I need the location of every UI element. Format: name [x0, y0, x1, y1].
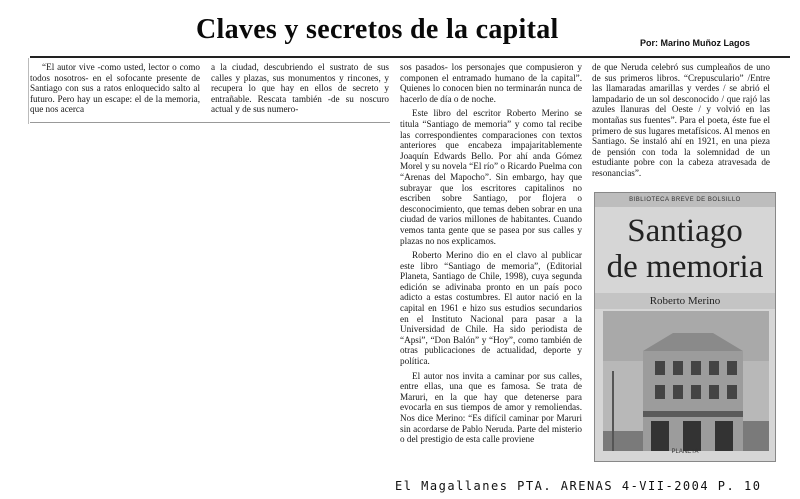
handwritten-source-note — [395, 474, 795, 496]
column-4-paragraph: de que Neruda celebró sus cumpleaños de uno de sus primeros libros. “Crepusculario” /Entre las llamaradas amarillas y verdes / se abrió el lampadario de un sol desconocido / que rajó las azules llanuras del Oeste / y volvió en las montañas sus fuentes”. Para el poeta, éste fue el primero de sus lugares metafísicos. Al menos en Santiago. Se instaló ahí en 1921, en una pieza de pensión con toda la solemnidad de un estudiante pobre con la cabeza atravesada de resonancias”. — [592, 62, 770, 178]
book-title-line-1: Santiago — [627, 213, 743, 249]
article-headline: Claves y secretos de la capital — [196, 14, 559, 45]
clipping-edge — [28, 58, 29, 124]
text-column-2 — [211, 62, 389, 120]
handwritten-note-text: El Magallanes PTA. ARENAS 4-VII-2004 P. 10 — [395, 479, 762, 493]
book-series-line: BIBLIOTECA BREVE DE BOLSILLO — [595, 193, 775, 207]
headline-rule — [30, 56, 790, 58]
text-column-1 — [30, 62, 200, 120]
column-1-paragraph: “El autor vive -como usted, lector o como todos nosotros- en el sofocante presente de Santiago con sus a ratos enloquecido salto al futuro. Pero hay un escape: el de la memoria, que nos acerca — [30, 62, 200, 115]
column-2-paragraph: a la ciudad, descubriendo el sustrato de sus calles y plazas, sus monumentos y rincones, y recupera lo que hay en ellos de secreto y entrañable. Rescata también -de su noscuro actual y de sus numero- — [211, 62, 389, 115]
column-3-paragraph-3: Roberto Merino dio en el clavo al publicar este libro “Santiago de memoria”, (Editorial Planeta, Santiago de Chile, 1998), cuya segunda edición se adivinaba pronto en un país poco adicto a estas costumbres. El autor nació en la capital en 1961 e hizo sus estudios secundarios en el Instituto Nacional para pasar a la Universidad de Chile. Ha sido periodista de “Apsi”, “Don Balón” y “Hoy”, como también de otras publicaciones de actualidad, deporte y política. — [400, 250, 582, 367]
text-column-3 — [400, 62, 582, 492]
column-3-paragraph-2: Este libro del escritor Roberto Merino se titula “Santiago de memoria” y como tal recibe las correspondientes comparaciones con textos anteriores que encabeza impajaritablemente Joaquín Edwards Bello. Por ahí anda Gómez Morel y su novela “El río” o Ricardo Puelma con “Arenas del Mapocho”. Sin embargo, hay que subrayar que los escritores capitalinos no escriben sobre Santiago, por flojera o desconocimiento, que temas deben sobrar en una ciudad de varios millones de habitantes. Cuando vemos tanta gente que se pasea por sus calles y plazas no nos explicamos. — [400, 108, 582, 246]
clipping-cut-line — [30, 122, 390, 123]
article-byline: Por: Marino Muñoz Lagos — [640, 38, 750, 48]
book-title-line-2: de memoria — [606, 249, 764, 285]
text-column-4 — [592, 62, 770, 192]
building-illustration — [603, 311, 769, 451]
book-cover-image — [594, 192, 776, 462]
book-author: Roberto Merino — [595, 293, 775, 309]
column-3-paragraph-4: El autor nos invita a caminar por sus calles, entre ellas, una que es famosa. Se trata de Maruri, en la que hay que detenerse para evocarla en sus tiempos de amor y remoliendas. Nos dice Merino: “Es difícil caminar por Maruri sin acordarse de Pablo Neruda. Parte del misterio o del prestigio de esta calle proviene — [400, 370, 582, 445]
book-publisher: PLANETA — [671, 449, 699, 455]
column-3-paragraph-1: sos pasados- los personajes que compusieron y componen el entramado humano de la capital”. Quienes lo conocen bien no terminarán nunca de hacerlo de día o de noche. — [400, 62, 582, 104]
book-title — [595, 213, 775, 285]
